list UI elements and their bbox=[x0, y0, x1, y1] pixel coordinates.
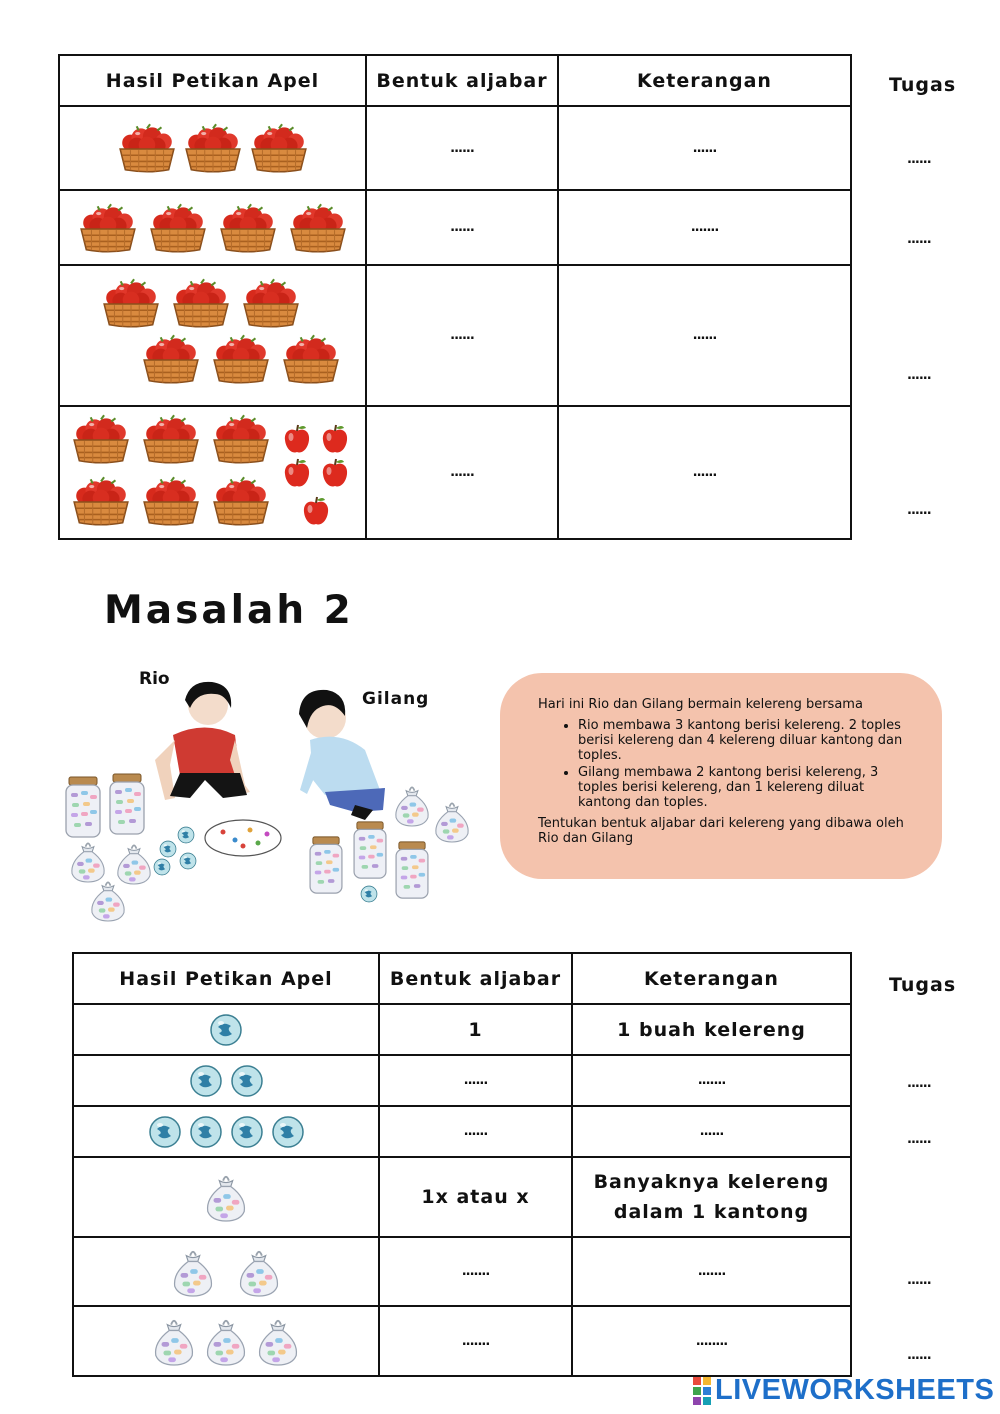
marble-icon bbox=[230, 1115, 264, 1149]
bag-picture-cell bbox=[73, 1157, 379, 1237]
apple-picture-cell bbox=[59, 265, 366, 406]
apple-basket-icon bbox=[210, 475, 272, 527]
marble-picture-cell bbox=[73, 1106, 379, 1157]
apple-picture-cell bbox=[59, 106, 366, 190]
apple-basket-icon bbox=[248, 122, 310, 174]
apple-basket-icon bbox=[100, 277, 162, 329]
tugas-label: Tugas bbox=[889, 974, 957, 996]
gilang-label: Gilang bbox=[362, 689, 430, 709]
table-row bbox=[73, 1055, 851, 1106]
header-aljabar: Bentuk aljabar bbox=[366, 55, 558, 106]
tugas-answer-field[interactable]: ...... bbox=[907, 1076, 931, 1091]
header-hasil: Hasil Petikan Apel bbox=[73, 953, 379, 1004]
table-row bbox=[73, 1106, 851, 1157]
tugas-answer-field[interactable]: ...... bbox=[907, 152, 931, 167]
marble-bag-icon bbox=[254, 1315, 302, 1367]
apple-basket-icon bbox=[240, 277, 302, 329]
keterangan-answer-field[interactable]: ...... bbox=[558, 265, 851, 406]
header-keterangan: Keterangan bbox=[572, 953, 851, 1004]
marble-bag-icon bbox=[202, 1315, 250, 1367]
apple-basket-icon bbox=[140, 333, 202, 385]
marble-bag-icon bbox=[150, 1315, 198, 1367]
keterangan-answer-field[interactable]: ...... bbox=[572, 1106, 851, 1157]
apple-picture-cell bbox=[59, 190, 366, 265]
story-box bbox=[500, 673, 942, 879]
apple-basket-icon bbox=[170, 277, 232, 329]
apple-basket-icon bbox=[70, 413, 132, 465]
aljabar-answer-field[interactable]: ...... bbox=[379, 1106, 572, 1157]
gilang-figure bbox=[299, 690, 385, 820]
aljabar-value: 1 bbox=[379, 1004, 572, 1055]
keterangan-answer-field[interactable]: ........ bbox=[572, 1306, 851, 1376]
story-bullet-gilang: • Gilang membawa 2 kantong berisi kelereng, 3 toples berisi kelereng, dan 1 kelereng diluat kantong dan toples. bbox=[578, 765, 906, 810]
keterangan-answer-field[interactable]: ...... bbox=[558, 106, 851, 190]
table-row bbox=[59, 190, 851, 265]
aljabar-answer-field[interactable]: ....... bbox=[379, 1306, 572, 1376]
header-hasil: Hasil Petikan Apel bbox=[59, 55, 366, 106]
apple-icon bbox=[301, 495, 331, 527]
marble-picture-cell bbox=[73, 1004, 379, 1055]
aljabar-answer-field[interactable]: ...... bbox=[366, 406, 558, 539]
marble-icon bbox=[148, 1115, 182, 1149]
apple-icon bbox=[282, 457, 312, 489]
rio-label: Rio bbox=[139, 669, 170, 689]
keterangan-answer-field[interactable]: ....... bbox=[572, 1055, 851, 1106]
marble-bag-icon bbox=[202, 1171, 250, 1223]
apple-basket-icon bbox=[210, 333, 272, 385]
aljabar-answer-field[interactable]: ....... bbox=[379, 1237, 572, 1306]
apple-basket-icon bbox=[147, 202, 209, 254]
apple-basket-icon bbox=[140, 475, 202, 527]
aljabar-answer-field[interactable]: ...... bbox=[366, 106, 558, 190]
table-row bbox=[59, 406, 851, 539]
marbles-illustration bbox=[55, 680, 485, 930]
table-row bbox=[73, 1004, 851, 1055]
marble-bag-icon bbox=[235, 1246, 283, 1298]
tugas-answer-field[interactable]: ...... bbox=[907, 1132, 931, 1147]
rio-figure bbox=[155, 682, 250, 800]
aljabar-answer-field[interactable]: ...... bbox=[379, 1055, 572, 1106]
apple-basket-icon bbox=[182, 122, 244, 174]
aljabar-answer-field[interactable]: ...... bbox=[366, 265, 558, 406]
apple-basket-icon bbox=[70, 475, 132, 527]
tugas-answer-field[interactable]: ...... bbox=[907, 1273, 931, 1288]
tugas-label: Tugas bbox=[889, 74, 957, 96]
keterangan-value: 1 buah kelereng bbox=[572, 1004, 851, 1055]
header-keterangan: Keterangan bbox=[558, 55, 851, 106]
header-aljabar: Bentuk aljabar bbox=[379, 953, 572, 1004]
apple-icon bbox=[320, 457, 350, 489]
marble-icon bbox=[209, 1013, 243, 1047]
aljabar-value: 1x atau x bbox=[379, 1157, 572, 1237]
apple-icon bbox=[320, 423, 350, 455]
tugas-answer-field[interactable]: ...... bbox=[907, 1348, 931, 1363]
story-list bbox=[538, 718, 906, 810]
story-intro: Hari ini Rio dan Gilang bermain kelereng bersama bbox=[538, 697, 863, 712]
apple-picture-cell bbox=[59, 406, 366, 539]
apple-basket-icon bbox=[140, 413, 202, 465]
tugas-answer-field[interactable]: ...... bbox=[907, 503, 931, 518]
section-title: Masalah 2 bbox=[104, 588, 354, 633]
apple-basket-icon bbox=[280, 333, 342, 385]
apple-basket-icon bbox=[77, 202, 139, 254]
table-row bbox=[73, 1306, 851, 1376]
story-question: Tentukan bentuk aljabar dari kelereng yang dibawa oleh Rio dan Gilang bbox=[538, 816, 904, 846]
aljabar-answer-field[interactable]: ...... bbox=[366, 190, 558, 265]
liveworksheets-logo[interactable] bbox=[693, 1374, 994, 1407]
liveworksheets-logo-icon bbox=[693, 1377, 711, 1405]
apple-basket-icon bbox=[116, 122, 178, 174]
marble-icon bbox=[189, 1115, 223, 1149]
marble-icon bbox=[189, 1064, 223, 1098]
bag-picture-cell bbox=[73, 1306, 379, 1376]
story-bullet-rio: • Rio membawa 3 kantong berisi kelereng. 2 toples berisi kelereng dan 4 kelereng diluar kantong dan toples. bbox=[578, 718, 906, 763]
keterangan-answer-field[interactable]: ...... bbox=[558, 406, 851, 539]
marble-icon bbox=[271, 1115, 305, 1149]
marble-table bbox=[72, 952, 852, 1377]
keterangan-value: Banyaknya kelereng dalam 1 kantong bbox=[572, 1157, 851, 1237]
tugas-answer-field[interactable]: ...... bbox=[907, 368, 931, 383]
table-row bbox=[73, 1157, 851, 1237]
tugas-answer-field[interactable]: ...... bbox=[907, 232, 931, 247]
liveworksheets-logo-text: LIVEWORKSHEETS bbox=[715, 1374, 995, 1406]
table-row bbox=[73, 1237, 851, 1306]
apple-basket-icon bbox=[287, 202, 349, 254]
apple-table bbox=[58, 54, 852, 540]
apple-icon bbox=[282, 423, 312, 455]
table-row bbox=[59, 106, 851, 190]
table-row bbox=[59, 265, 851, 406]
apple-basket-icon bbox=[217, 202, 279, 254]
bag-picture-cell bbox=[73, 1237, 379, 1306]
keterangan-answer-field[interactable]: ....... bbox=[558, 190, 851, 265]
apple-basket-icon bbox=[210, 413, 272, 465]
marble-icon bbox=[230, 1064, 264, 1098]
marble-bag-icon bbox=[169, 1246, 217, 1298]
keterangan-answer-field[interactable]: ....... bbox=[572, 1237, 851, 1306]
marble-picture-cell bbox=[73, 1055, 379, 1106]
